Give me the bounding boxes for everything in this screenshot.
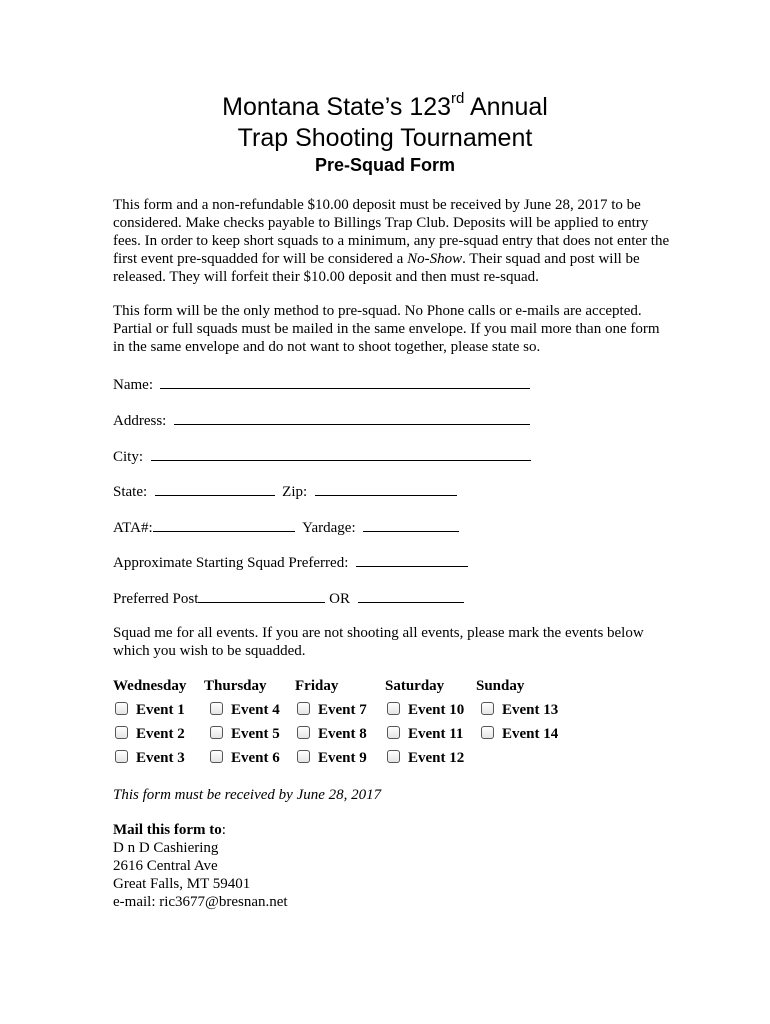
- event-option: [210, 725, 280, 743]
- event-1-checkbox[interactable]: [115, 702, 128, 715]
- ata-yardage-row: [113, 517, 459, 537]
- intro-paragraph-deposit: [113, 196, 673, 286]
- event-option: [387, 725, 463, 743]
- event-option: [387, 701, 464, 719]
- event-label: Event 8: [318, 726, 367, 742]
- events-instructions: Squad me for all events. If you are not shooting all events, please mark the events below which you wish to be squadded.: [113, 625, 644, 659]
- form-title-line-2: Trap Shooting Tournament: [237, 124, 533, 152]
- zip-label: Zip:: [282, 484, 308, 500]
- post-preferred-label: Preferred Post: [113, 591, 199, 607]
- event-2-checkbox[interactable]: [115, 726, 128, 739]
- event-7-checkbox[interactable]: [297, 702, 310, 715]
- state-field[interactable]: [155, 481, 275, 496]
- post-alternate-field[interactable]: [358, 588, 464, 603]
- form-title-line-1: [0, 92, 770, 122]
- event-option: [387, 749, 464, 767]
- no-show-emphasis: No-Show: [407, 251, 463, 267]
- event-5-checkbox[interactable]: [210, 726, 223, 739]
- post-preferred-row: [113, 588, 464, 608]
- event-9-checkbox[interactable]: [297, 750, 310, 763]
- address-row: [113, 410, 530, 430]
- mail-address-line-2: 2616 Central Ave: [113, 858, 218, 874]
- zip-field[interactable]: [315, 481, 457, 496]
- event-12-checkbox[interactable]: [387, 750, 400, 763]
- form-subtitle: Pre-Squad Form: [314, 155, 456, 175]
- event-label: Event 4: [231, 702, 280, 718]
- intro-text-end: . Their squad and post will be released. They will forfeit their $10.00 deposit and then must re-squad.: [113, 251, 640, 285]
- ata-field[interactable]: [153, 517, 295, 532]
- name-label: Name:: [113, 377, 153, 393]
- event-label: Event 3: [136, 750, 185, 766]
- mail-heading-colon: :: [221, 822, 226, 838]
- event-label: Event 2: [136, 726, 185, 742]
- event-option: [297, 701, 367, 719]
- post-preferred-field[interactable]: [198, 588, 325, 603]
- title-prefix: Montana State’s 123: [222, 93, 452, 121]
- event-option: [297, 725, 367, 743]
- state-label: State:: [113, 484, 148, 500]
- event-13-checkbox[interactable]: [481, 702, 494, 715]
- event-option: [210, 701, 280, 719]
- title-suffix: Annual: [464, 93, 548, 121]
- event-option: [481, 725, 558, 743]
- ata-label: ATA#:: [113, 520, 153, 536]
- event-option: [115, 701, 185, 719]
- event-label: Event 13: [502, 702, 559, 718]
- event-label: Event 7: [318, 702, 367, 718]
- mail-heading: [113, 821, 226, 839]
- yardage-label: Yardage:: [302, 520, 356, 536]
- mail-address-line-1: D n D Cashiering: [113, 840, 219, 856]
- day-header-saturday: Saturday: [385, 678, 445, 694]
- squad-preferred-label: Approximate Starting Squad Preferred:: [113, 555, 349, 571]
- day-header-wednesday: Wednesday: [113, 678, 187, 694]
- mail-heading-text: Mail this form to: [113, 822, 222, 838]
- event-8-checkbox[interactable]: [297, 726, 310, 739]
- event-3-checkbox[interactable]: [115, 750, 128, 763]
- event-label: Event 11: [408, 726, 464, 742]
- city-row: [113, 446, 531, 466]
- squad-preferred-row: [113, 552, 468, 572]
- mail-email: e-mail: ric3677@bresnan.net: [113, 894, 288, 910]
- event-option: [297, 749, 367, 767]
- event-14-checkbox[interactable]: [481, 726, 494, 739]
- event-label: Event 14: [502, 726, 559, 742]
- event-6-checkbox[interactable]: [210, 750, 223, 763]
- address-label: Address:: [113, 413, 167, 429]
- event-option: [115, 749, 185, 767]
- event-label: Event 9: [318, 750, 367, 766]
- name-row: [113, 374, 530, 394]
- mail-address-line-3: Great Falls, MT 59401: [113, 876, 251, 892]
- state-zip-row: [113, 481, 457, 501]
- squad-preferred-field[interactable]: [356, 552, 468, 567]
- intro-text: This form and a non-refundable $10.00 deposit must be received by June 28, 2017 to be considered. Make checks payable to Billings Trap Club. Deposits will be applied to entry fees. In order to keep short squads to a minimum, any pre-squad entry that does not enter the first event pre-squadded for will be considered a: [113, 197, 670, 267]
- or-label: OR: [329, 591, 350, 607]
- event-label: Event 5: [231, 726, 280, 742]
- address-field[interactable]: [174, 410, 530, 425]
- event-label: Event 1: [136, 702, 185, 718]
- event-10-checkbox[interactable]: [387, 702, 400, 715]
- event-label: Event 10: [408, 702, 465, 718]
- event-label: Event 12: [408, 750, 465, 766]
- event-label: Event 6: [231, 750, 280, 766]
- day-header-thursday: Thursday: [204, 678, 267, 694]
- name-field[interactable]: [160, 374, 530, 389]
- event-11-checkbox[interactable]: [387, 726, 400, 739]
- yardage-field[interactable]: [363, 517, 459, 532]
- city-label: City:: [113, 449, 144, 465]
- city-field[interactable]: [151, 446, 531, 461]
- event-4-checkbox[interactable]: [210, 702, 223, 715]
- day-header-friday: Friday: [295, 678, 339, 694]
- event-option: [210, 749, 280, 767]
- event-option: [115, 725, 185, 743]
- deadline-note: This form must be received by June 28, 2017: [113, 787, 382, 803]
- intro-paragraph-method: This form will be the only method to pre-squad. No Phone calls or e-mails are accepted. Partial or full squads must be mailed in the same envelope. If you mail more than one form in the same envelope and do not want to shoot together, please state so.: [113, 303, 660, 355]
- title-superscript: rd: [451, 90, 465, 107]
- day-header-sunday: Sunday: [476, 678, 525, 694]
- event-option: [481, 701, 558, 719]
